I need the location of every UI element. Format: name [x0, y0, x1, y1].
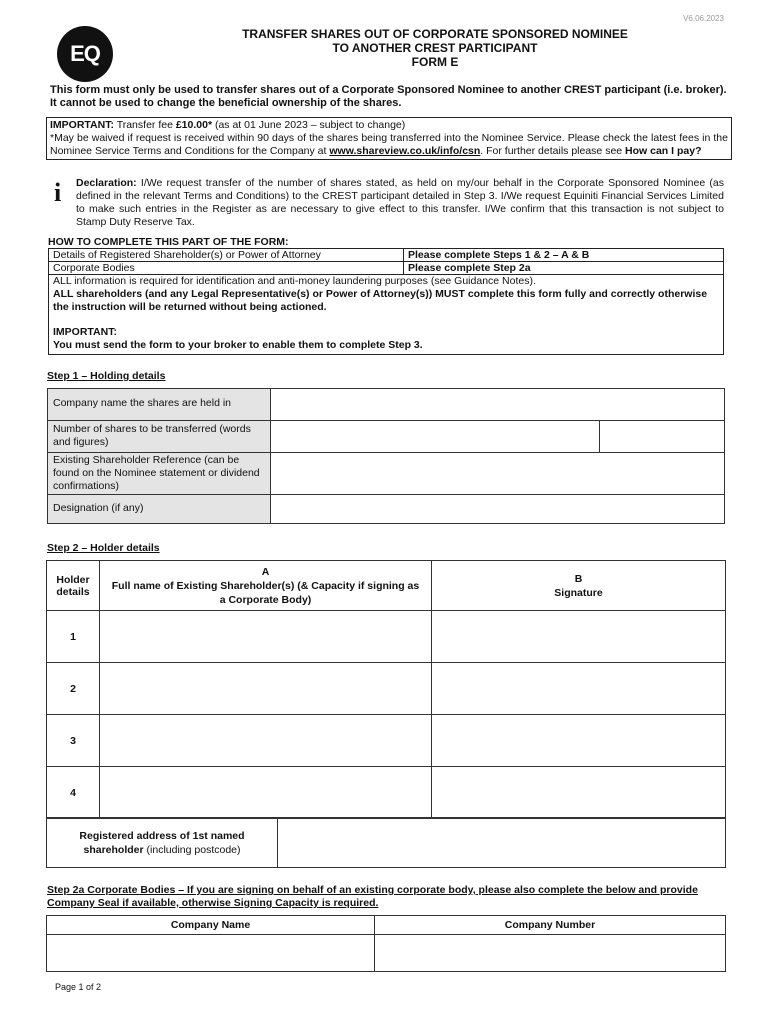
shareview-link[interactable]: www.shareview.co.uk/info/csn: [329, 145, 481, 157]
company-name-label: Company name the shares are held in: [48, 389, 271, 421]
title-line-2: TO ANOTHER CREST PARTICIPANT: [332, 41, 538, 55]
all-shareholders-text: ALL shareholders (and any Legal Representative(s) or Power of Attorney(s)) MUST complete this form fully and correctly otherwise the instruction will be returned without being actioned.: [53, 288, 708, 313]
col-b-header: [432, 561, 726, 611]
how-can-i-pay: How can I pay?: [625, 145, 702, 157]
holder-details-label: Holder details: [47, 561, 100, 611]
howto-title: HOW TO COMPLETE THIS PART OF THE FORM:: [48, 236, 289, 248]
address-label-normal: (including postcode): [143, 843, 241, 856]
info-icon: i: [54, 178, 62, 207]
important-label: IMPORTANT:: [50, 119, 114, 131]
holder-row-2-number: 2: [47, 663, 100, 715]
holder-2-name-field[interactable]: [100, 663, 432, 715]
declaration-text: I/We request transfer of the number of shares stated, as held on my/our behalf in the Corporate Sponsored Nominee (as defined in the relevant Terms and Conditions) to the CREST participant detailed in Step 3. I/We request Equiniti Financial Services Limited to make such entries in the Register as are necessary to give effect to this transfer. I/We confirm that this transaction is not subject to Stamp Duty Reserve Tax.: [76, 177, 724, 228]
company-number-header: Company Number: [375, 916, 726, 935]
holder-4-signature-field[interactable]: [432, 767, 726, 819]
declaration: [76, 177, 724, 229]
eq-logo: EQ: [57, 26, 113, 82]
address-table: [46, 817, 726, 868]
step2-table: [46, 560, 726, 819]
existing-ref-label: Existing Shareholder Reference (can be found on the Nominee statement or dividend confirmations): [48, 453, 271, 495]
address-field[interactable]: [278, 818, 726, 868]
col-a-text: Full name of Existing Shareholder(s) (& Capacity if signing as a Corporate Body): [111, 579, 420, 606]
number-shares-label: Number of shares to be transferred (words and figures): [48, 421, 271, 453]
holder-2-signature-field[interactable]: [432, 663, 726, 715]
designation-field[interactable]: [271, 495, 725, 524]
howto-row1-left: Details of Registered Shareholder(s) or Power of Attorney: [49, 249, 404, 262]
number-shares-words-field[interactable]: [271, 421, 600, 453]
title-line-3: FORM E: [411, 55, 459, 69]
howto-row1-right: Please complete Steps 1 & 2 – A & B: [404, 249, 724, 262]
important-box: [46, 117, 732, 160]
col-a-letter: A: [261, 565, 270, 578]
waiver-post: . For further details please see: [480, 145, 626, 157]
aml-text: ALL information is required for identification and anti-money laundering purposes (see Guidance Notes).: [53, 275, 536, 287]
company-name-field[interactable]: [271, 389, 725, 421]
fee-pre: Transfer fee: [113, 119, 176, 131]
holder-1-name-field[interactable]: [100, 611, 432, 663]
existing-ref-field[interactable]: [271, 453, 725, 495]
declaration-label: Declaration:: [76, 177, 137, 189]
holder-row-3-number: 3: [47, 715, 100, 767]
holder-1-signature-field[interactable]: [432, 611, 726, 663]
designation-label: Designation (if any): [48, 495, 271, 524]
fee-post: (as at 01 June 2023 – subject to change): [212, 119, 406, 131]
address-label-bold: Registered address of 1st named shareholder: [79, 829, 245, 856]
holder-4-name-field[interactable]: [100, 767, 432, 819]
corporate-company-number-field[interactable]: [375, 935, 726, 972]
howto-table: [48, 248, 724, 355]
howto-row2-right: Please complete Step 2a: [404, 262, 724, 275]
intro-text: This form must only be used to transfer shares out of a Corporate Sponsored Nominee to another CREST participant (i.e. broker). It cannot be used to change the beneficial ownership of the shares.: [50, 84, 727, 109]
col-a-header: [100, 561, 432, 611]
number-shares-figures-field[interactable]: [600, 421, 725, 453]
step2a-heading: Step 2a Corporate Bodies – If you are signing on behalf of an existing corporate body, please also complete the below and provide Company Seal if available, otherwise Signing Capacity is required.: [47, 884, 698, 909]
howto-important-label: IMPORTANT:: [53, 326, 117, 338]
step2a-table: [46, 915, 726, 972]
page-footer: Page 1 of 2: [55, 982, 102, 992]
fee-amount: £10.00*: [175, 119, 213, 131]
company-name-header: Company Name: [47, 916, 375, 935]
form-title: [200, 27, 670, 69]
title-line-1: TRANSFER SHARES OUT OF CORPORATE SPONSORED NOMINEE: [242, 27, 628, 41]
step1-heading: Step 1 – Holding details: [47, 370, 166, 382]
waiver-text: *May be waived if request is received within 90 days of the shares being transferred into the Nominee Service. Please check the latest fees in the Nominee Service Terms and Conditions for the Company at: [50, 132, 728, 157]
holder-row-4-number: 4: [47, 767, 100, 819]
holder-row-1-number: 1: [47, 611, 100, 663]
col-b-text: Signature: [554, 586, 603, 599]
holder-3-signature-field[interactable]: [432, 715, 726, 767]
version-label: V6.06.2023: [683, 14, 724, 23]
howto-row2-left: Corporate Bodies: [49, 262, 404, 275]
corporate-company-name-field[interactable]: [47, 935, 375, 972]
step2-heading: Step 2 – Holder details: [47, 542, 160, 554]
col-b-letter: B: [574, 572, 583, 585]
step1-table: [47, 388, 725, 524]
holder-3-name-field[interactable]: [100, 715, 432, 767]
address-label: [47, 818, 278, 868]
howto-important-text: You must send the form to your broker to enable them to complete Step 3.: [53, 339, 423, 351]
